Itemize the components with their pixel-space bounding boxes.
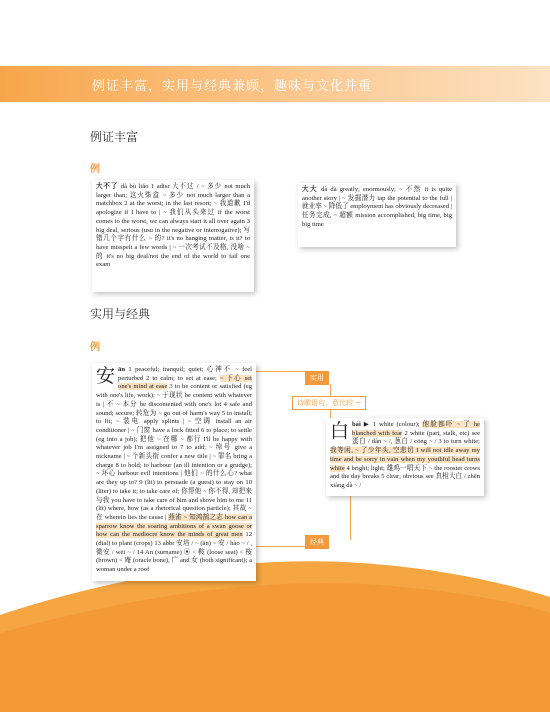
card-character: 安 <box>96 365 116 387</box>
card-pinyin: ān <box>118 366 125 373</box>
callout-practical: 实用 <box>305 371 329 385</box>
highlighted-example: 他脸都吓 ~ 了 he blanched with fear <box>352 421 480 437</box>
card-definition: 1 adisr 大不过 / ~ 多少 not much larger than; 这火柴盒 ~ 多少 not much larger than a matchbox 2 at the worst; in the last resort; ~ 我道歉 I'd apologize if I have to | ~ 我们从头来过 if the worst comes to the worst, we can always start it all over again 3 big deal, serious (usu in the negative or interrogative); 写错几个字有什么 ~ 的? it's no hanging matter, is it? to have misspelt a few words | ~ 一次考试不及格, 没啥 ~ 的 it's no big deal/not the end of the world to fail one exam <box>96 183 250 269</box>
card-definition: 1 peaceful; tranquil; quiet; 心神不 ~ feel perturbed 2 to calm; to set at ease; <box>118 366 252 382</box>
banner-title: 例证丰富，实用与经典兼顾，趣味与文化并重 <box>92 79 373 94</box>
card-pinyin: bái <box>352 421 361 428</box>
dictionary-card-an <box>92 363 256 581</box>
dictionary-card-dada <box>298 183 456 247</box>
section-title-examples: 例证丰富 <box>90 130 139 144</box>
highlighted-example: 我等闲, ~ 了少年头, 空悲切 I will not idle away my time and be sorry in vain when my youthful head turns white <box>330 447 480 472</box>
card-definition: greatly; enormously; ~ 不然 it is quite another story | ~ 发掘潜力 tap the potential to the full | 就业率 ~ 降低了 employment has obviously decreased | 任务完成, ~ 超额 mission accomplished, big time, big big time <box>302 186 453 228</box>
dictionary-card-bai <box>326 418 484 496</box>
connector-line <box>248 371 310 372</box>
orange-wave-decoration <box>0 555 550 712</box>
card-definition: 2 white (part, stalk, etc) see 蛋白 / dàn ~ /, 葱白 / cōng ~ / 3 to turn white; <box>352 429 480 446</box>
callout-quote-note: 诗歌语句，意比较 ~ <box>292 396 366 410</box>
header-banner <box>0 66 550 102</box>
card-definition: 4 bright; light; 雄鸡一唱天下 ~ the rooster crows and the day breaks 5 clear; obvious see 真相大白 / zhēn xiàng dà ~ / <box>330 464 480 489</box>
card-pinyin: dà bù liǎo <box>120 183 149 190</box>
callout-classic: 经典 <box>305 535 329 549</box>
section-label-practical-classic: 例 <box>90 342 100 353</box>
highlighted-example: ~ 下心 set one's mind at ease <box>118 374 252 391</box>
card-pinyin: dà dà <box>321 186 337 193</box>
dictionary-card-dabuliao <box>92 180 254 292</box>
card-definition: ▶ 1 white (colour); <box>363 421 423 428</box>
connector-line <box>248 546 310 547</box>
section-title-practical-classic: 实用与经典 <box>90 307 151 321</box>
card-headword: 大大 <box>302 186 319 193</box>
card-definition: 3 to be content or satisfied (eg with one's life, work); ~ 于现状 be content with whatever is | 不 ~ 本分 be discontented with one's lot 4 safe and sound; secure; 转危为 ~ go out of harm's way 5 to install; to fit; ~ 装电 apply splints | ~ 空调 install an air conditioner | ~ 门窗 have a lock fitted 6 to place; to settle (eg into a job); 把他 ~ 在哪 ~ 都行 I'll be happy with whatever job I'm assigned to 7 to add; ~ 绰号 give a nickname | ~ 个新头衔 confer a new title | ~ 罪名 bring a charge 8 to hold; to harbour (an ill intention or a grudge); ~ 坏心 harbour evil intentions | 他们 ~ 的什么心? what are they up to? 9 (lit) to persuade (a guest) to stay on 10 (liter) to take it; to take care of; 你帮他 ~ 你不得, 却把来与我 you have to take care of him and shove him to me 11 (lit) where, how (as a rhetorical question particle); 其故 ~ 在 wherein lies the cause | <box>96 383 252 521</box>
card-headword: 大不了 <box>96 183 119 190</box>
highlighted-example: 燕雀 ~ 知鸿鹄之志 how can a sparrow know the soaring ambitions of a swan goose or how can the mediocre know the minds of great men <box>96 513 252 539</box>
section-label-examples: 例 <box>90 164 100 175</box>
card-definition: 12 (dial) to plant (crops) 13 abbr 安培 / ~ (ān) ~ 安 / hào ~ / , 微安 / wēi ~ / 14 An (surname) ⦿ < 鞍 (loose seat) < 桉 (brown) < 庵 (oracle bone), ⼴ and 女 (both significant); a woman under a roof <box>96 531 252 574</box>
card-character: 白 <box>330 420 350 442</box>
